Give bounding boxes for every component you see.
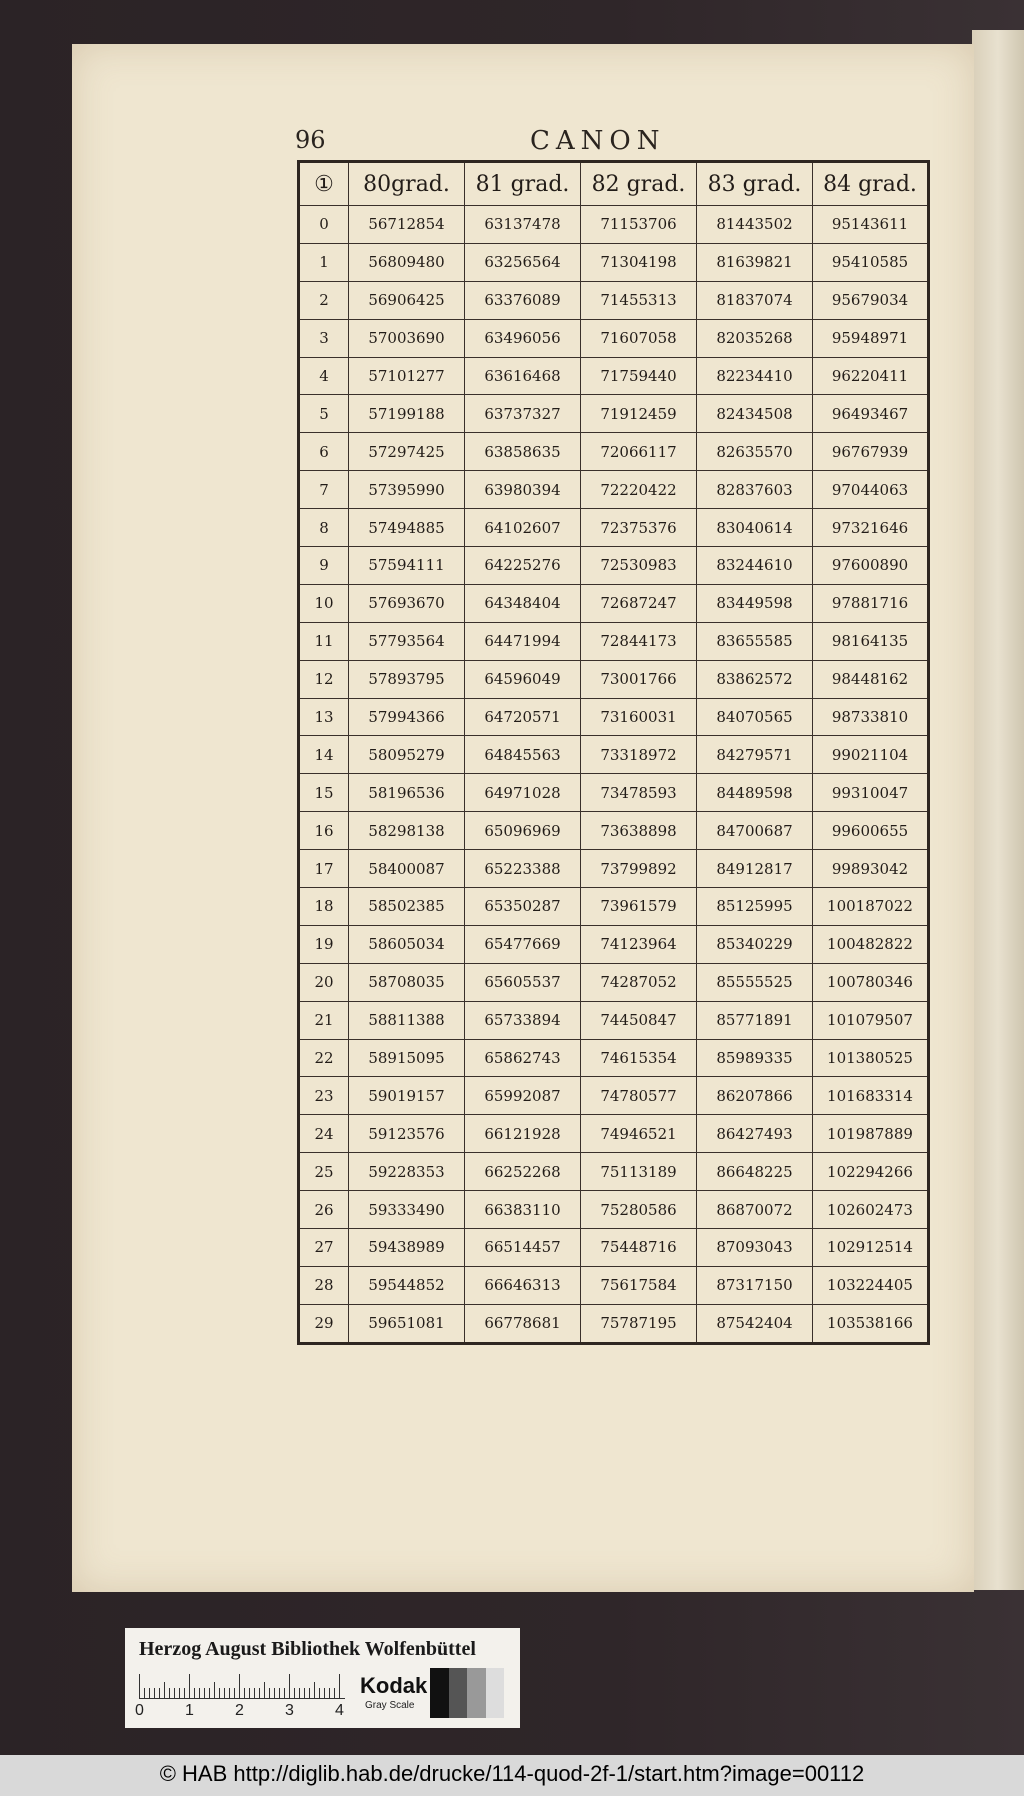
value-cell: 63616468 — [465, 357, 581, 395]
value-cell: 65862743 — [465, 1039, 581, 1077]
table-row — [299, 1266, 929, 1304]
value-cell: 82837603 — [697, 471, 813, 509]
value-cell: 64720571 — [465, 698, 581, 736]
value-cell: 73799892 — [581, 850, 697, 888]
table-row — [299, 1153, 929, 1191]
value-cell: 63858635 — [465, 433, 581, 471]
value-cell: 75448716 — [581, 1229, 697, 1267]
minute-cell: 14 — [299, 736, 349, 774]
column-header: 82 grad. — [581, 162, 697, 206]
table-row — [299, 547, 929, 585]
value-cell: 58915095 — [349, 1039, 465, 1077]
ruler-tick — [309, 1688, 310, 1698]
value-cell: 82234410 — [697, 357, 813, 395]
value-cell: 64348404 — [465, 584, 581, 622]
gray-swatch — [486, 1668, 505, 1718]
ruler-tick — [244, 1688, 245, 1698]
value-cell: 96767939 — [813, 433, 929, 471]
value-cell: 56712854 — [349, 206, 465, 244]
value-cell: 101683314 — [813, 1077, 929, 1115]
value-cell: 75113189 — [581, 1153, 697, 1191]
value-cell: 59123576 — [349, 1115, 465, 1153]
ruler-tick — [339, 1674, 340, 1698]
table-row — [299, 774, 929, 812]
minute-cell: 7 — [299, 471, 349, 509]
ruler-tick — [204, 1688, 205, 1698]
value-cell: 73961579 — [581, 888, 697, 926]
value-cell: 103538166 — [813, 1304, 929, 1343]
table-row — [299, 1039, 929, 1077]
canon-table — [297, 160, 930, 1345]
value-cell: 82635570 — [697, 433, 813, 471]
value-cell: 82035268 — [697, 319, 813, 357]
value-cell: 74123964 — [581, 925, 697, 963]
value-cell: 99021104 — [813, 736, 929, 774]
value-cell: 83040614 — [697, 509, 813, 547]
ruler-scale — [139, 1672, 345, 1699]
value-cell: 58298138 — [349, 812, 465, 850]
value-cell: 97044063 — [813, 471, 929, 509]
gray-swatch — [467, 1668, 486, 1718]
value-cell: 56906425 — [349, 281, 465, 319]
ruler-tick — [139, 1674, 140, 1698]
value-cell: 57893795 — [349, 660, 465, 698]
value-cell: 75617584 — [581, 1266, 697, 1304]
value-cell: 58708035 — [349, 963, 465, 1001]
value-cell: 101079507 — [813, 1001, 929, 1039]
value-cell: 81639821 — [697, 243, 813, 281]
minute-cell: 27 — [299, 1229, 349, 1267]
ruler-tick — [169, 1688, 170, 1698]
value-cell: 66646313 — [465, 1266, 581, 1304]
ruler-tick — [214, 1682, 215, 1698]
library-color-card — [125, 1628, 520, 1728]
next-page-edge — [972, 30, 1024, 1590]
minute-cell: 15 — [299, 774, 349, 812]
ruler-tick — [184, 1688, 185, 1698]
minute-cell: 16 — [299, 812, 349, 850]
value-cell: 57199188 — [349, 395, 465, 433]
ruler-number: 2 — [235, 1702, 244, 1719]
minute-cell: 26 — [299, 1191, 349, 1229]
value-cell: 86648225 — [697, 1153, 813, 1191]
ruler-tick — [254, 1688, 255, 1698]
minute-cell: 12 — [299, 660, 349, 698]
value-cell: 57693670 — [349, 584, 465, 622]
ruler-tick — [274, 1688, 275, 1698]
value-cell: 72530983 — [581, 547, 697, 585]
ruler-number: 4 — [335, 1702, 344, 1719]
ruler-tick — [239, 1674, 240, 1698]
value-cell: 57594111 — [349, 547, 465, 585]
value-cell: 59019157 — [349, 1077, 465, 1115]
minute-cell: 24 — [299, 1115, 349, 1153]
minute-cell: 9 — [299, 547, 349, 585]
minute-cell: 10 — [299, 584, 349, 622]
value-cell: 85989335 — [697, 1039, 813, 1077]
minute-cell: 18 — [299, 888, 349, 926]
value-cell: 86427493 — [697, 1115, 813, 1153]
value-cell: 57994366 — [349, 698, 465, 736]
value-cell: 97321646 — [813, 509, 929, 547]
table-body — [299, 206, 929, 1344]
minute-cell: 29 — [299, 1304, 349, 1343]
minute-cell: 20 — [299, 963, 349, 1001]
value-cell: 98448162 — [813, 660, 929, 698]
value-cell: 59544852 — [349, 1266, 465, 1304]
table-row — [299, 1115, 929, 1153]
ruler-tick — [284, 1688, 285, 1698]
value-cell: 74615354 — [581, 1039, 697, 1077]
corner-symbol: ① — [299, 162, 349, 206]
page-number: 96 — [295, 126, 326, 154]
column-header: 81 grad. — [465, 162, 581, 206]
ruler-tick — [174, 1688, 175, 1698]
footer-copyright-link[interactable]: © HAB http://diglib.hab.de/drucke/114-quod-2f-1/start.htm?image=00112 — [159, 1761, 865, 1786]
canon-table-container — [297, 160, 928, 1354]
ruler-tick — [329, 1688, 330, 1698]
ruler-tick — [219, 1688, 220, 1698]
minute-cell: 2 — [299, 281, 349, 319]
value-cell: 97881716 — [813, 584, 929, 622]
table-row — [299, 471, 929, 509]
value-cell: 66514457 — [465, 1229, 581, 1267]
ruler-tick — [179, 1688, 180, 1698]
ruler-tick — [159, 1688, 160, 1698]
ruler-tick — [194, 1688, 195, 1698]
minute-cell: 13 — [299, 698, 349, 736]
minute-cell: 1 — [299, 243, 349, 281]
value-cell: 65992087 — [465, 1077, 581, 1115]
ruler-tick — [259, 1688, 260, 1698]
ruler-tick — [294, 1688, 295, 1698]
ruler-tick — [189, 1674, 190, 1698]
value-cell: 102294266 — [813, 1153, 929, 1191]
value-cell: 57297425 — [349, 433, 465, 471]
value-cell: 100780346 — [813, 963, 929, 1001]
minute-cell: 11 — [299, 622, 349, 660]
value-cell: 84700687 — [697, 812, 813, 850]
table-row — [299, 1229, 929, 1267]
table-row — [299, 1304, 929, 1343]
ruler-tick — [304, 1688, 305, 1698]
ruler-tick — [289, 1674, 290, 1698]
column-header: 83 grad. — [697, 162, 813, 206]
table-row — [299, 1077, 929, 1115]
ruler-tick — [324, 1688, 325, 1698]
value-cell: 58400087 — [349, 850, 465, 888]
value-cell: 71455313 — [581, 281, 697, 319]
table-row — [299, 660, 929, 698]
ruler-tick — [164, 1682, 165, 1698]
value-cell: 75787195 — [581, 1304, 697, 1343]
value-cell: 82434508 — [697, 395, 813, 433]
table-row — [299, 357, 929, 395]
value-cell: 59651081 — [349, 1304, 465, 1343]
ruler-tick — [249, 1688, 250, 1698]
value-cell: 102602473 — [813, 1191, 929, 1229]
value-cell: 58605034 — [349, 925, 465, 963]
value-cell: 83244610 — [697, 547, 813, 585]
value-cell: 74450847 — [581, 1001, 697, 1039]
ruler-tick — [334, 1688, 335, 1698]
value-cell: 86207866 — [697, 1077, 813, 1115]
value-cell: 100187022 — [813, 888, 929, 926]
value-cell: 58502385 — [349, 888, 465, 926]
table-row — [299, 925, 929, 963]
column-header: 80grad. — [349, 162, 465, 206]
value-cell: 85125995 — [697, 888, 813, 926]
value-cell: 63737327 — [465, 395, 581, 433]
ruler-number: 1 — [185, 1702, 194, 1719]
value-cell: 99893042 — [813, 850, 929, 888]
value-cell: 85555525 — [697, 963, 813, 1001]
value-cell: 99600655 — [813, 812, 929, 850]
minute-cell: 5 — [299, 395, 349, 433]
minute-cell: 21 — [299, 1001, 349, 1039]
value-cell: 100482822 — [813, 925, 929, 963]
value-cell: 63256564 — [465, 243, 581, 281]
ruler-number: 3 — [285, 1702, 294, 1719]
minute-cell: 23 — [299, 1077, 349, 1115]
table-row — [299, 963, 929, 1001]
value-cell: 58811388 — [349, 1001, 465, 1039]
gray-swatch — [430, 1668, 449, 1718]
value-cell: 58196536 — [349, 774, 465, 812]
minute-cell: 4 — [299, 357, 349, 395]
table-row — [299, 850, 929, 888]
ruler-tick — [269, 1688, 270, 1698]
value-cell: 64596049 — [465, 660, 581, 698]
table-row — [299, 281, 929, 319]
value-cell: 57494885 — [349, 509, 465, 547]
value-cell: 102912514 — [813, 1229, 929, 1267]
value-cell: 99310047 — [813, 774, 929, 812]
value-cell: 84279571 — [697, 736, 813, 774]
value-cell: 86870072 — [697, 1191, 813, 1229]
table-row — [299, 433, 929, 471]
value-cell: 71153706 — [581, 206, 697, 244]
value-cell: 81443502 — [697, 206, 813, 244]
value-cell: 65605537 — [465, 963, 581, 1001]
table-row — [299, 1191, 929, 1229]
value-cell: 87093043 — [697, 1229, 813, 1267]
value-cell: 57003690 — [349, 319, 465, 357]
value-cell: 63496056 — [465, 319, 581, 357]
value-cell: 96493467 — [813, 395, 929, 433]
value-cell: 59438989 — [349, 1229, 465, 1267]
table-row — [299, 1001, 929, 1039]
value-cell: 98733810 — [813, 698, 929, 736]
ruler-tick — [234, 1688, 235, 1698]
ruler-tick — [209, 1688, 210, 1698]
value-cell: 65350287 — [465, 888, 581, 926]
value-cell: 56809480 — [349, 243, 465, 281]
value-cell: 66121928 — [465, 1115, 581, 1153]
value-cell: 65477669 — [465, 925, 581, 963]
running-head: CANON — [530, 126, 666, 156]
value-cell: 65096969 — [465, 812, 581, 850]
library-name: Herzog August Bibliothek Wolfenbüttel — [139, 1638, 476, 1660]
value-cell: 58095279 — [349, 736, 465, 774]
value-cell: 74287052 — [581, 963, 697, 1001]
value-cell: 97600890 — [813, 547, 929, 585]
table-header-row — [299, 162, 929, 206]
value-cell: 63980394 — [465, 471, 581, 509]
table-row — [299, 395, 929, 433]
value-cell: 85771891 — [697, 1001, 813, 1039]
value-cell: 59333490 — [349, 1191, 465, 1229]
ruler-tick — [319, 1688, 320, 1698]
value-cell: 95410585 — [813, 243, 929, 281]
table-row — [299, 698, 929, 736]
value-cell: 87317150 — [697, 1266, 813, 1304]
table-row — [299, 206, 929, 244]
table-row — [299, 888, 929, 926]
value-cell: 64845563 — [465, 736, 581, 774]
value-cell: 75280586 — [581, 1191, 697, 1229]
value-cell: 73001766 — [581, 660, 697, 698]
value-cell: 73160031 — [581, 698, 697, 736]
ruler-tick — [279, 1688, 280, 1698]
value-cell: 71304198 — [581, 243, 697, 281]
minute-cell: 19 — [299, 925, 349, 963]
value-cell: 72066117 — [581, 433, 697, 471]
value-cell: 64971028 — [465, 774, 581, 812]
ruler-tick — [224, 1688, 225, 1698]
ruler-tick — [299, 1688, 300, 1698]
value-cell: 83449598 — [697, 584, 813, 622]
minute-cell: 6 — [299, 433, 349, 471]
value-cell: 59228353 — [349, 1153, 465, 1191]
value-cell: 84489598 — [697, 774, 813, 812]
value-cell: 63137478 — [465, 206, 581, 244]
value-cell: 66383110 — [465, 1191, 581, 1229]
value-cell: 101987889 — [813, 1115, 929, 1153]
minute-cell: 17 — [299, 850, 349, 888]
kodak-brand: Kodak — [360, 1673, 428, 1698]
gray-scale-swatches — [430, 1668, 504, 1718]
ruler-tick — [154, 1688, 155, 1698]
table-row — [299, 243, 929, 281]
minute-cell: 22 — [299, 1039, 349, 1077]
table-row — [299, 584, 929, 622]
value-cell: 72220422 — [581, 471, 697, 509]
table-row — [299, 736, 929, 774]
table-row — [299, 319, 929, 357]
ruler-tick — [199, 1688, 200, 1698]
value-cell: 81837074 — [697, 281, 813, 319]
table-row — [299, 509, 929, 547]
value-cell: 95679034 — [813, 281, 929, 319]
ruler-tick — [144, 1688, 145, 1698]
gray-swatch — [449, 1668, 468, 1718]
ruler-tick — [149, 1688, 150, 1698]
ruler-tick — [264, 1682, 265, 1698]
gray-scale-text: Gray Scale — [365, 1700, 415, 1711]
value-cell: 64225276 — [465, 547, 581, 585]
value-cell: 57395990 — [349, 471, 465, 509]
value-cell: 65733894 — [465, 1001, 581, 1039]
value-cell: 85340229 — [697, 925, 813, 963]
value-cell: 83862572 — [697, 660, 813, 698]
value-cell: 57793564 — [349, 622, 465, 660]
value-cell: 95948971 — [813, 319, 929, 357]
value-cell: 64471994 — [465, 622, 581, 660]
table-row — [299, 812, 929, 850]
value-cell: 71607058 — [581, 319, 697, 357]
ruler-number: 0 — [135, 1702, 144, 1719]
value-cell: 72844173 — [581, 622, 697, 660]
value-cell: 98164135 — [813, 622, 929, 660]
value-cell: 57101277 — [349, 357, 465, 395]
minute-cell: 8 — [299, 509, 349, 547]
value-cell: 73638898 — [581, 812, 697, 850]
value-cell: 103224405 — [813, 1266, 929, 1304]
value-cell: 66252268 — [465, 1153, 581, 1191]
ruler-tick — [314, 1682, 315, 1698]
minute-cell: 3 — [299, 319, 349, 357]
value-cell: 73478593 — [581, 774, 697, 812]
value-cell: 65223388 — [465, 850, 581, 888]
value-cell: 83655585 — [697, 622, 813, 660]
value-cell: 72375376 — [581, 509, 697, 547]
column-header: 84 grad. — [813, 162, 929, 206]
value-cell: 96220411 — [813, 357, 929, 395]
value-cell: 71912459 — [581, 395, 697, 433]
value-cell: 101380525 — [813, 1039, 929, 1077]
value-cell: 64102607 — [465, 509, 581, 547]
ruler-tick — [229, 1688, 230, 1698]
value-cell: 63376089 — [465, 281, 581, 319]
value-cell: 74780577 — [581, 1077, 697, 1115]
footer-bar — [0, 1755, 1024, 1796]
minute-cell: 28 — [299, 1266, 349, 1304]
value-cell: 73318972 — [581, 736, 697, 774]
table-row — [299, 622, 929, 660]
value-cell: 66778681 — [465, 1304, 581, 1343]
minute-cell: 25 — [299, 1153, 349, 1191]
value-cell: 84912817 — [697, 850, 813, 888]
value-cell: 84070565 — [697, 698, 813, 736]
ruler-numbers — [135, 1702, 375, 1722]
value-cell: 71759440 — [581, 357, 697, 395]
value-cell: 74946521 — [581, 1115, 697, 1153]
minute-cell: 0 — [299, 206, 349, 244]
value-cell: 87542404 — [697, 1304, 813, 1343]
value-cell: 72687247 — [581, 584, 697, 622]
value-cell: 95143611 — [813, 206, 929, 244]
